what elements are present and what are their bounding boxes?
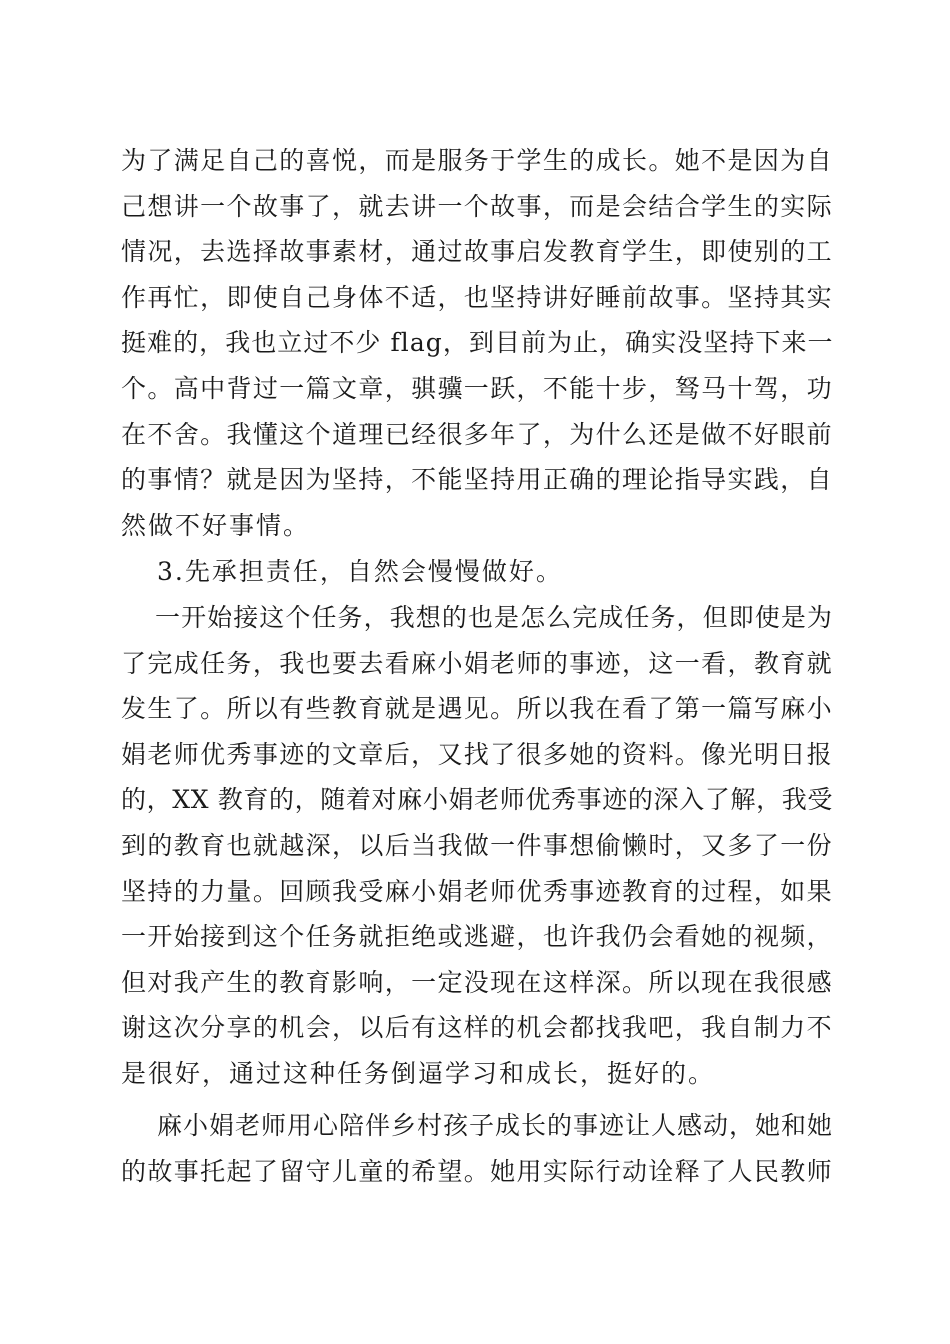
text-line: 挺难的，我也立过不少 flag，到目前为止，确实没坚持下来一 [121,328,834,358]
paragraph-body [121,1103,833,1194]
text-line: 坚持的力量。回顾我受麻小娟老师优秀事迹教育的过程，如果 [121,876,833,906]
text-line: 到的教育也就越深，以后当我做一件事想偷懒时，又多了一份 [121,830,833,860]
text-line: 的，XX 教育的，随着对麻小娟老师优秀事迹的深入了解，我受 [121,785,833,815]
text-line: 一开始接这个任务，我想的也是怎么完成任务，但即使是为 [155,603,833,632]
text-line: 作再忙，即使自己身体不适，也坚持讲好睡前故事。坚持其实 [121,282,833,312]
text-line: 个。高中背过一篇文章，骐骥一跃，不能十步，驽马十驾，功 [121,373,833,403]
text-line: 己想讲一个故事了，就去讲一个故事，而是会结合学生的实际 [121,191,833,221]
paragraph-body [121,595,833,1097]
text-line: 娟老师优秀事迹的文章后，又找了很多她的资料。像光明日报 [121,739,833,769]
text-line: 在不舍。我懂这个道理已经很多年了，为什么还是做不好眼前 [121,419,833,449]
text-line: 的故事托起了留守儿童的希望。她用实际行动诠释了人民教师 [121,1156,833,1186]
text-line: 麻小娟老师用心陪伴乡村孩子成长的事迹让人感动，她和她 [157,1111,833,1140]
text-line: 情况，去选择故事素材，通过故事启发教育学生，即使别的工 [121,237,833,267]
text-line: 然做不好事情。 [121,510,311,540]
text-line: 发生了。所以有些教育就是遇见。所以我在看了第一篇写麻小 [121,694,833,724]
text-line: 了完成任务，我也要去看麻小娟老师的事迹，这一看，教育就 [121,648,833,678]
text-line: 谢这次分享的机会，以后有这样的机会都找我吧，我自制力不 [121,1013,833,1043]
text-line: 为了满足自己的喜悦，而是服务于学生的成长。她不是因为自 [121,146,833,175]
text-line: 的事情？就是因为坚持，不能坚持用正确的理论指导实践，自 [121,465,833,495]
section-heading [157,549,833,595]
text-line: 但对我产生的教育影响，一定没现在这样深。所以现在我很感 [121,967,833,997]
heading-text: 3.先承担责任，自然会慢慢做好。 [157,557,563,586]
paragraph-continuation [121,138,833,548]
text-line: 是很好，通过这种任务倒逼学习和成长，挺好的。 [121,1058,716,1088]
text-line: 一开始接到这个任务就拒绝或逃避，也许我仍会看她的视频， [121,922,833,952]
